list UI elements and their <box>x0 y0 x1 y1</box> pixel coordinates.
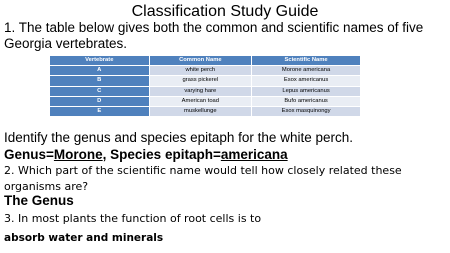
table-row <box>50 66 361 76</box>
scientific-name-cell: Lepus americanus <box>252 86 361 96</box>
species-value: americana <box>220 147 288 162</box>
vertebrate-cell: B <box>50 76 150 86</box>
table-row <box>50 96 361 106</box>
answer-3: absorb water and minerals <box>4 232 164 244</box>
common-name-cell: American toad <box>149 96 252 106</box>
header-common-name: Common Name <box>149 56 252 66</box>
vertebrate-cell: E <box>50 106 150 116</box>
scientific-name-cell: Esox masquinongy <box>252 106 361 116</box>
vertebrate-cell: C <box>50 86 150 96</box>
common-name-cell: grass pickerel <box>149 76 252 86</box>
header-scientific-name: Scientific Name <box>252 56 361 66</box>
table-header-row <box>50 56 361 66</box>
scientific-name-cell: Esox americanus <box>252 76 361 86</box>
common-name-cell: muskellunge <box>149 106 252 116</box>
question-2: 2. Which part of the scientific name would tell how closely related these organisms are? <box>4 164 402 193</box>
species-prefix: , Species epitaph= <box>102 147 221 162</box>
table-row <box>50 76 361 86</box>
common-name-cell: white perch <box>149 66 252 76</box>
answer-2: The Genus <box>4 193 74 208</box>
identify-prompt: Identify the genus and species epitaph for the white perch. <box>4 130 353 145</box>
genus-value: Morone <box>53 147 103 162</box>
table-row <box>50 106 361 116</box>
question-1: 1. The table below gives both the common and scientific names of five Georgia vertebrates. <box>4 20 424 51</box>
page-title: Classification Study Guide <box>131 3 319 20</box>
genus-species-answer <box>4 147 288 163</box>
header-vertebrate: Vertebrate <box>50 56 150 66</box>
question-3: 3. In most plants the function of root cells is to <box>4 212 262 225</box>
table-row <box>50 86 361 96</box>
vertebrate-cell: A <box>50 66 150 76</box>
scientific-name-cell: Bufo americanus <box>252 96 361 106</box>
scientific-name-cell: Morone americana <box>252 66 361 76</box>
common-name-cell: varying hare <box>149 86 252 96</box>
vertebrate-cell: D <box>50 96 150 106</box>
vertebrate-table <box>49 55 361 117</box>
genus-prefix: Genus= <box>4 147 54 162</box>
